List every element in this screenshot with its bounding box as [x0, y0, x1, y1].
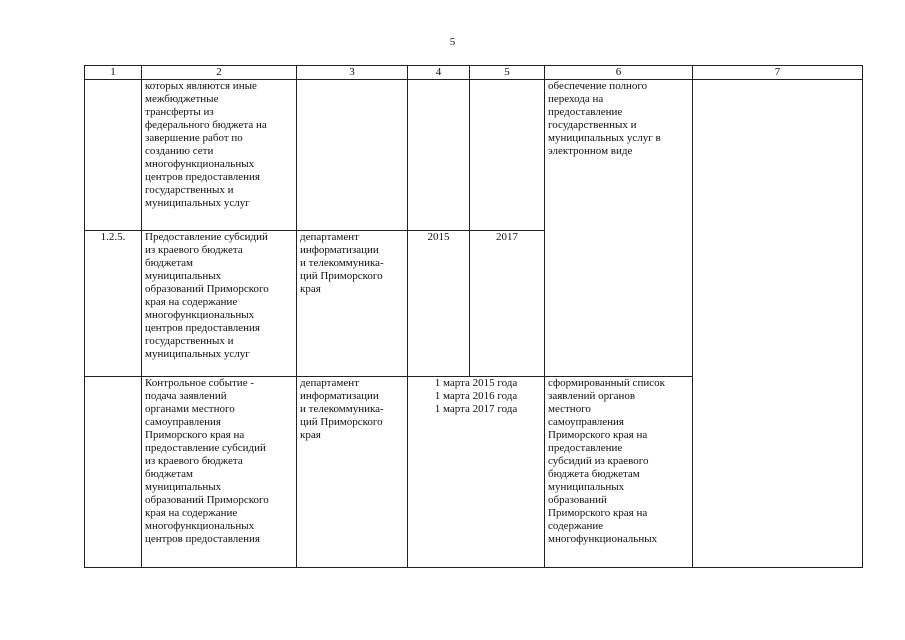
column-header: 5	[470, 66, 545, 80]
column-header: 7	[693, 66, 863, 80]
page-number: 5	[449, 36, 456, 48]
header-row	[85, 66, 863, 80]
column-header: 3	[297, 66, 408, 80]
row-number-cell	[85, 80, 142, 231]
start-year-cell: 2015	[408, 231, 470, 377]
executor-cell: департамент информатизации и телекоммуника- ций Приморского края	[297, 231, 408, 377]
column-header: 2	[142, 66, 297, 80]
table-row	[85, 80, 863, 231]
executor-cell: департамент информатизации и телекоммуника- ций Приморского края	[297, 377, 408, 568]
executor-cell	[297, 80, 408, 231]
start-year-cell	[408, 80, 470, 231]
note-cell	[693, 80, 863, 568]
activity-cell: Контрольное событие - подача заявлений органами местного самоуправления Приморского края на предоставление субсидий из краевого бюджета бюджетам муниципальных образований Приморского края на содержание многофункциональных центров предоставления	[142, 377, 297, 568]
end-year-cell: 2017	[470, 231, 545, 377]
activity-cell: Предоставление субсидий из краевого бюджета бюджетам муниципальных образований Приморского края на содержание многофункциональных центров предоставления государственных и муниципальных услуг	[142, 231, 297, 377]
result-cell: обеспечение полного перехода на предоставление государственных и муниципальных услуг в электронном виде	[545, 80, 693, 377]
column-header: 6	[545, 66, 693, 80]
column-header: 1	[85, 66, 142, 80]
column-header: 4	[408, 66, 470, 80]
plan-table	[84, 65, 863, 568]
row-number-cell: 1.2.5.	[85, 231, 142, 377]
result-cell: сформированный список заявлений органов местного самоуправления Приморского края на предоставление субсидий из краевого бюджета бюджетам муниципальных образований Приморского края на содержание многофункциональных	[545, 377, 693, 568]
row-number-cell	[85, 377, 142, 568]
activity-cell: которых являются иные межбюджетные трансферты из федерального бюджета на завершение работ по созданию сети многофункциональных центров предоставления государственных и муниципальных услуг	[142, 80, 297, 231]
deadline-dates-cell: 1 марта 2015 года 1 марта 2016 года 1 марта 2017 года	[408, 377, 545, 568]
end-year-cell	[470, 80, 545, 231]
